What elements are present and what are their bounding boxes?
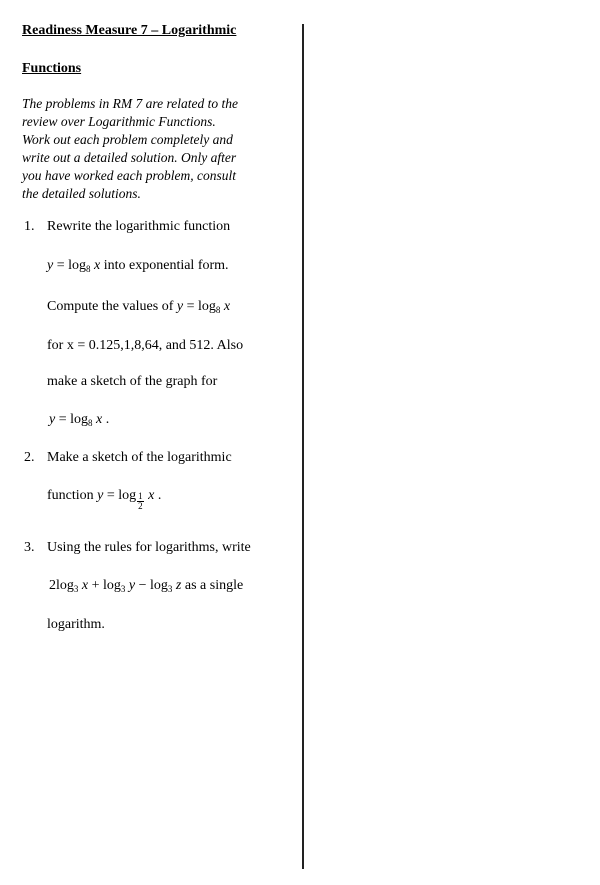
problem-1-line: Rewrite the logarithmic function xyxy=(47,219,231,234)
problem-2-text: function xyxy=(47,488,98,503)
page-title: Readiness Measure 7 – Logarithmic xyxy=(22,23,237,38)
math-base: 3 xyxy=(120,584,126,594)
problem-3-text: as a single xyxy=(181,578,244,593)
math-plus-log: + log xyxy=(88,578,121,593)
intro-line: review over Logarithmic Functions. xyxy=(22,114,216,129)
math-base: 3 xyxy=(167,584,173,594)
math-log: = log xyxy=(183,299,216,314)
math-period: . xyxy=(105,412,110,427)
problem-1-line: make a sketch of the graph for xyxy=(47,374,218,389)
intro-line: Work out each problem completely and xyxy=(22,132,233,147)
math-y: y xyxy=(128,578,136,593)
problem-1-text: into exponential form. xyxy=(100,258,229,273)
intro-line: you have worked each problem, consult xyxy=(22,168,236,183)
problem-2-number: 2. xyxy=(24,450,35,465)
math-x: x xyxy=(148,488,155,503)
math-fraction-base xyxy=(137,492,144,511)
problem-3-line: logarithm. xyxy=(47,617,105,632)
math-base: 8 xyxy=(88,418,93,428)
problem-2-line: Make a sketch of the logarithmic xyxy=(47,450,232,465)
math-x: x xyxy=(96,412,103,427)
math-x: x xyxy=(94,258,101,273)
problem-3-expression-line xyxy=(49,578,243,594)
intro-line: the detailed solutions. xyxy=(22,186,141,201)
math-z: z xyxy=(175,578,182,593)
math-coef-log: 2log xyxy=(49,578,74,593)
intro-line: write out a detailed solution. Only after xyxy=(22,150,237,165)
math-base: 8 xyxy=(215,305,221,315)
problem-1-graph-equation xyxy=(49,412,109,428)
column-divider xyxy=(302,24,304,869)
problem-3-number: 3. xyxy=(24,540,35,555)
problem-1-line: for x = 0.125,1,8,64, and 512. Also xyxy=(47,338,244,353)
math-x: x xyxy=(223,299,231,314)
math-y: y xyxy=(47,258,54,273)
intro-paragraph xyxy=(22,95,287,203)
math-period: . xyxy=(157,488,162,503)
problem-3-line: Using the rules for logarithms, write xyxy=(47,540,251,555)
math-base: 3 xyxy=(73,584,79,594)
problem-1-number: 1. xyxy=(24,219,35,234)
page-subtitle: Functions xyxy=(22,61,82,76)
math-log: = log xyxy=(103,488,137,503)
problem-1-compute-line xyxy=(47,299,230,315)
problem-1-text: Compute the values of xyxy=(47,299,177,314)
math-y: y xyxy=(97,488,104,503)
fraction-numerator: 1 xyxy=(138,491,143,501)
fraction-denominator: 2 xyxy=(138,501,143,511)
intro-line: The problems in RM 7 are related to the xyxy=(22,96,238,111)
math-minus-log: − log xyxy=(135,578,168,593)
math-log: = log xyxy=(53,258,87,273)
problem-2-equation-line xyxy=(47,488,161,511)
math-log: = log xyxy=(55,412,89,427)
problem-1-equation-line xyxy=(47,258,229,274)
math-y: y xyxy=(49,412,56,427)
math-base: 8 xyxy=(86,264,91,274)
math-y: y xyxy=(176,299,184,314)
math-x: x xyxy=(81,578,89,593)
